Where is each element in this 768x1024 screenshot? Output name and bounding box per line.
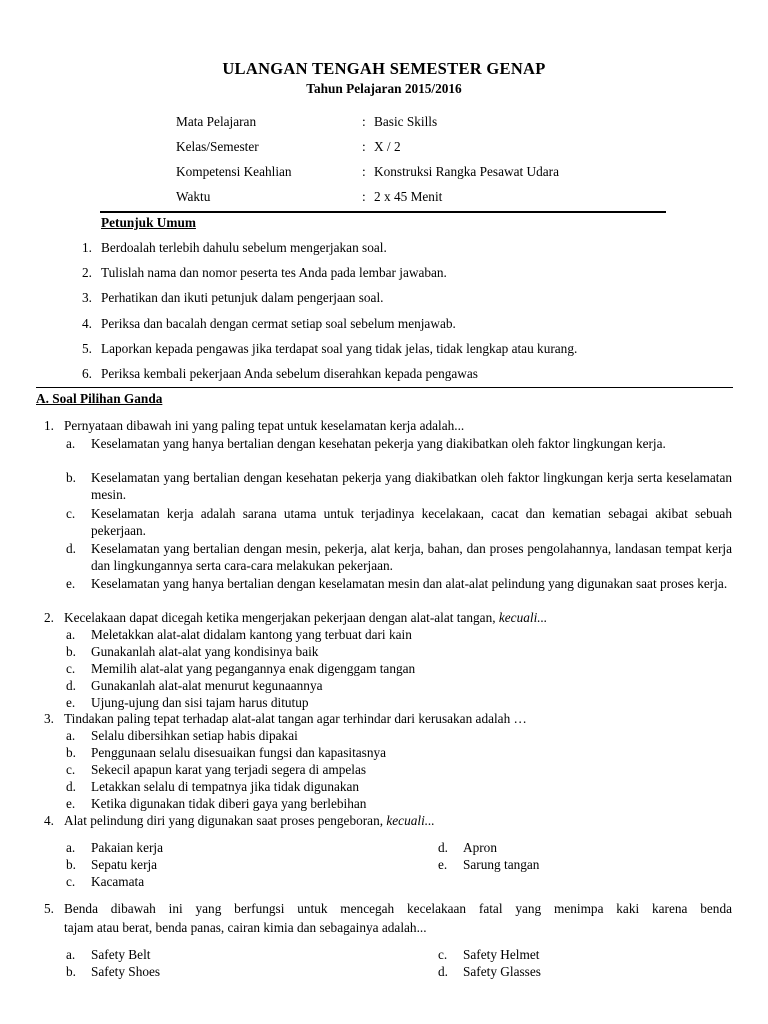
option-text: Ketika digunakan tidak diberi gaya yang berlebihan <box>91 796 367 811</box>
option-text: Keselamatan yang bertalian dengan mesin, pekerja, alat kerja, bahan, dan proses pengolahannya, landasan tempat kerja dan lingkungannya serta cara-cara melakukan pekerjaan. <box>91 541 732 573</box>
option-letter: c. <box>66 661 76 676</box>
question-number: 4. <box>44 813 54 828</box>
instruction-text: Laporkan kepada pengawas jika terdapat soal yang tidak jelas, tidak lengkap atau kurang. <box>101 341 578 356</box>
info-label: Kompetensi Keahlian <box>176 164 292 179</box>
option-letter: c. <box>66 506 76 521</box>
option-letter: a. <box>66 840 76 855</box>
info-value: Basic Skills <box>374 114 438 129</box>
instruction-number: 5. <box>82 341 92 356</box>
option-letter: e. <box>438 857 448 872</box>
option-letter: d. <box>66 541 76 556</box>
question-number: 5. <box>44 901 54 916</box>
question-text: Tindakan paling tepat terhadap alat-alat tangan agar terhindar dari kerusakan adalah … <box>64 711 527 726</box>
option-letter: e. <box>66 796 76 811</box>
option-text: Safety Shoes <box>91 964 161 979</box>
option-letter: c. <box>66 874 76 889</box>
instruction-text: Berdoalah terlebih dahulu sebelum mengerjakan soal. <box>101 240 387 255</box>
question-number: 2. <box>44 610 54 625</box>
option-text: Gunakanlah alat-alat menurut kegunaannya <box>91 678 323 693</box>
option-letter: d. <box>438 964 448 979</box>
option-text: Keselamatan yang hanya bertalian dengan keselamatan mesin dan alat-alat pelindung yang digunakan saat proses kerja. <box>91 576 728 591</box>
instruction-text: Periksa kembali pekerjaan Anda sebelum diserahkan kepada pengawas <box>101 366 478 381</box>
instruction-number: 4. <box>82 316 92 331</box>
info-value: X / 2 <box>374 139 401 154</box>
option-letter: b. <box>66 964 76 979</box>
option-letter: c. <box>438 947 448 962</box>
option-text: Apron <box>463 840 497 855</box>
option-text: Selalu dibersihkan setiap habis dipakai <box>91 728 298 743</box>
info-label: Kelas/Semester <box>176 139 259 154</box>
info-value: 2 x 45 Menit <box>374 189 443 204</box>
question-text-line2: tajam atau berat, benda panas, cairan kimia dan sebagainya adalah... <box>64 920 427 935</box>
question-text-line1: Benda dibawah ini yang berfungsi untuk mencegah kecelakaan fatal yang menimpa kaki karena benda <box>64 901 732 916</box>
question-text-main: Kecelakaan dapat dicegah ketika mengerjakan pekerjaan dengan alat-alat tangan, <box>64 610 496 625</box>
info-value: Konstruksi Rangka Pesawat Udara <box>374 164 560 179</box>
question-text-except: kecuali... <box>386 813 435 828</box>
option-text: Sarung tangan <box>463 857 540 872</box>
option-letter: a. <box>66 947 76 962</box>
option-letter: a. <box>66 627 76 642</box>
option-text: Sepatu kerja <box>91 857 158 872</box>
question-text-main: Alat pelindung diri yang digunakan saat proses pengeboran, <box>64 813 384 828</box>
instruction-text: Periksa dan bacalah dengan cermat setiap soal sebelum menjawab. <box>101 316 456 331</box>
option-text: Kacamata <box>91 874 145 889</box>
option-text: Safety Glasses <box>463 964 541 979</box>
option-text: Gunakanlah alat-alat yang kondisinya baik <box>91 644 319 659</box>
option-letter: b. <box>66 857 76 872</box>
option-text: Letakkan selalu di tempatnya jika tidak digunakan <box>91 779 360 794</box>
option-letter: a. <box>66 728 76 743</box>
option-letter: d. <box>438 840 448 855</box>
instruction-number: 6. <box>82 366 92 381</box>
document-title: ULANGAN TENGAH SEMESTER GENAP <box>222 59 546 78</box>
question-number: 1. <box>44 418 54 433</box>
option-text: Ujung-ujung dan sisi tajam harus ditutup <box>91 695 309 710</box>
option-letter: a. <box>66 436 76 451</box>
option-letter: b. <box>66 644 76 659</box>
option-text: Keselamatan yang bertalian dengan kesehatan pekerja yang diakibatkan oleh faktor lingkungan kerja serta keselamatan mesin. <box>91 470 732 502</box>
option-text: Memilih alat-alat yang pegangannya enak digenggam tangan <box>91 661 416 676</box>
instruction-number: 2. <box>82 265 92 280</box>
question-text <box>64 813 732 829</box>
info-colon: : <box>362 189 366 204</box>
option-letter: c. <box>66 762 76 777</box>
document-subtitle: Tahun Pelajaran 2015/2016 <box>306 81 462 96</box>
instruction-text: Perhatikan dan ikuti petunjuk dalam pengerjaan soal. <box>101 290 384 305</box>
section-divider <box>36 387 733 388</box>
section-a-heading: A. Soal Pilihan Ganda <box>36 391 163 406</box>
option-letter: b. <box>66 745 76 760</box>
question-text-except: kecuali... <box>498 610 548 625</box>
option-letter: e. <box>66 576 76 591</box>
option-text: Meletakkan alat-alat didalam kantong yang terbuat dari kain <box>91 627 412 642</box>
instruction-number: 3. <box>82 290 92 305</box>
option-letter: d. <box>66 779 76 794</box>
option-letter: d. <box>66 678 76 693</box>
option-text: Keselamatan kerja adalah sarana utama untuk terjadinya kecelakaan, cacat dan kematian sebagai akibat sebuah pekerjaan. <box>91 506 732 538</box>
question-text: Pernyataan dibawah ini yang paling tepat untuk keselamatan kerja adalah... <box>64 418 465 433</box>
option-text: Safety Belt <box>91 947 151 962</box>
question-text <box>64 610 732 626</box>
info-colon: : <box>362 114 366 129</box>
option-text: Keselamatan yang hanya bertalian dengan kesehatan pekerja yang diakibatkan oleh faktor lingkungan kerja. <box>91 436 666 451</box>
option-text: Pakaian kerja <box>91 840 163 855</box>
instruction-text: Tulislah nama dan nomor peserta tes Anda pada lembar jawaban. <box>101 265 447 280</box>
option-letter: e. <box>66 695 76 710</box>
option-text: Sekecil apapun karat yang terjadi segera di ampelas <box>91 762 367 777</box>
option-text: Safety Helmet <box>463 947 540 962</box>
instruction-number: 1. <box>82 240 92 255</box>
info-label: Waktu <box>176 189 211 204</box>
info-label: Mata Pelajaran <box>176 114 257 129</box>
question-number: 3. <box>44 711 54 726</box>
header-divider <box>100 211 666 213</box>
info-colon: : <box>362 164 366 179</box>
option-text: Penggunaan selalu disesuaikan fungsi dan kapasitasnya <box>91 745 387 760</box>
instructions-heading: Petunjuk Umum <box>101 215 196 230</box>
option-letter: b. <box>66 470 76 485</box>
info-colon: : <box>362 139 366 154</box>
